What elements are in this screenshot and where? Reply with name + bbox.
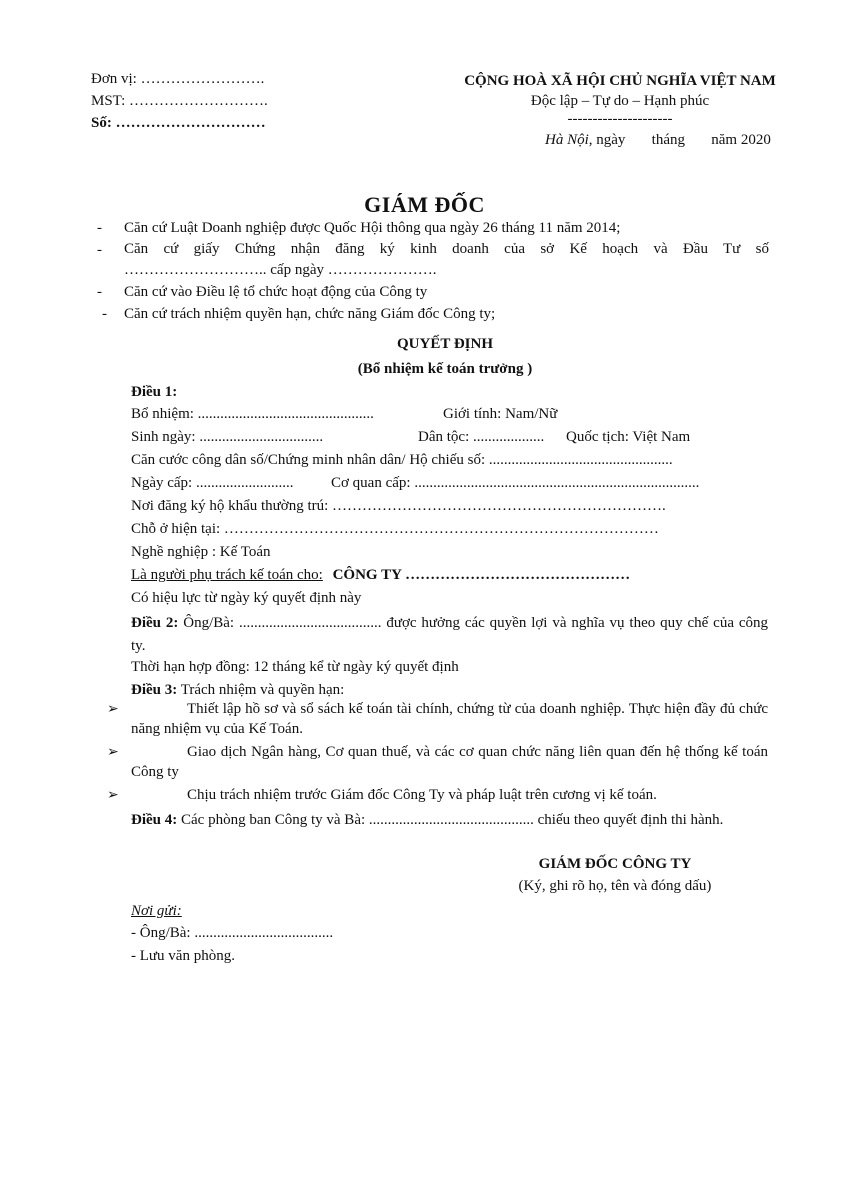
responsible-line bbox=[131, 566, 630, 584]
article-2-text: Ông/Bà: ...................................... được hưởng các quyền lợi và nghĩa vụ theo quy chế của công ty. bbox=[131, 615, 769, 654]
basis-dash: - bbox=[102, 306, 107, 322]
basis-dash: - bbox=[97, 242, 102, 258]
arrow-bullet-icon: ➢ bbox=[107, 702, 119, 717]
decision-subheading: (Bổ nhiệm kế toán trưởng ) bbox=[357, 361, 533, 377]
article-1-label: Điều 1: bbox=[131, 384, 178, 400]
recipient-item: - Lưu văn phòng. bbox=[131, 948, 235, 964]
signature-note: (Ký, ghi rõ họ, tên và đóng dấu) bbox=[518, 878, 712, 894]
duty-item: Thiết lập hồ sơ và sổ sách kế toán tài chính, chứng từ của doanh nghiệp. Thực hiện đầy đủ chức năng nhiệm vụ của Kế Toán. bbox=[131, 701, 768, 737]
article-3-label: Điều 3: bbox=[131, 682, 178, 698]
document-number-line: Số: ………………………… bbox=[91, 115, 266, 131]
unit-line: Đơn vị: ……………………. bbox=[91, 71, 265, 87]
article-4-label: Điều 4: bbox=[131, 812, 178, 828]
date-rest: , ngày tháng năm 2020 bbox=[588, 132, 771, 148]
arrow-bullet-icon: ➢ bbox=[107, 788, 119, 803]
date-line bbox=[545, 131, 771, 149]
issuer-field: Cơ quan cấp: ............................................................................ bbox=[331, 475, 700, 491]
basis-dash: - bbox=[97, 284, 102, 300]
date-city: Hà Nội bbox=[545, 132, 589, 148]
signature-title: GIÁM ĐỐC CÔNG TY bbox=[538, 856, 692, 872]
basis-dash: - bbox=[97, 220, 102, 236]
company-name: CÔNG TY ……………………………………… bbox=[332, 567, 631, 583]
basis-text: Căn cứ vào Điều lệ tổ chức hoạt động của Công ty bbox=[124, 284, 428, 300]
recipients-label: Nơi gửi: bbox=[131, 903, 182, 919]
current-address-field: Chỗ ở hiện tại: …………………………………………………………………………… bbox=[131, 521, 659, 537]
gender-field: Giới tính: Nam/Nữ bbox=[443, 406, 558, 422]
article-2-label: Điều 2: bbox=[131, 615, 179, 631]
article-4-text: Các phòng ban Công ty và Bà: ............................................ chiếu theo quyết định thi hành. bbox=[181, 812, 724, 828]
duty-item: Chịu trách nhiệm trước Giám đốc Công Ty và pháp luật trên cương vị kế toán. bbox=[187, 787, 657, 803]
residence-field: Nơi đăng ký hộ khẩu thường trú: …………………………………………………………. bbox=[131, 498, 666, 514]
decision-heading: QUYẾT ĐỊNH bbox=[397, 336, 493, 352]
basis-text-continued: ……………………….. cấp ngày …………………. bbox=[124, 262, 437, 278]
tax-code-line: MST: ………………………. bbox=[91, 93, 268, 109]
appointee-name-field: Bổ nhiệm: ............................................... bbox=[131, 406, 374, 422]
basis-text: Căn cứ Luật Doanh nghiệp được Quốc Hội thông qua ngày 26 tháng 11 năm 2014; bbox=[124, 220, 621, 236]
article-4-paragraph bbox=[131, 809, 768, 832]
motto: Độc lập – Tự do – Hạnh phúc bbox=[530, 93, 710, 109]
basis-text: Căn cứ giấy Chứng nhận đăng ký kinh doanh của sở Kế hoạch và Đầu Tư số bbox=[124, 241, 769, 257]
id-number-field: Căn cước công dân số/Chứng minh nhân dân/ Hộ chiếu số: ................................................. bbox=[131, 452, 673, 468]
responsible-label: Là người phụ trách kế toán cho: bbox=[131, 567, 323, 583]
contract-term-line: Thời hạn hợp đồng: 12 tháng kể từ ngày ký quyết định bbox=[131, 659, 459, 675]
ethnicity-field: Dân tộc: ................... bbox=[418, 429, 545, 445]
nationality-field: Quốc tịch: Việt Nam bbox=[566, 429, 691, 445]
article-3-intro: Trách nhiệm và quyền hạn: bbox=[180, 682, 345, 698]
article-3-heading bbox=[131, 681, 344, 699]
nation-heading: CỘNG HOÀ XÃ HỘI CHỦ NGHĨA VIỆT NAM bbox=[464, 73, 776, 89]
issue-date-field: Ngày cấp: .......................... bbox=[131, 475, 294, 491]
motto-separator: --------------------- bbox=[567, 111, 673, 127]
occupation-line: Nghề nghiệp : Kế Toán bbox=[131, 544, 271, 560]
document-title: GIÁM ĐỐC bbox=[364, 192, 485, 217]
basis-text: Căn cứ trách nhiệm quyền hạn, chức năng Giám đốc Công ty; bbox=[124, 306, 496, 322]
article-2-paragraph bbox=[131, 612, 768, 658]
recipient-item: - Ông/Bà: ..................................... bbox=[131, 925, 334, 941]
effective-line: Có hiệu lực từ ngày ký quyết định này bbox=[131, 590, 362, 606]
duty-item: Giao dịch Ngân hàng, Cơ quan thuế, và các cơ quan chức năng liên quan đến hệ thống kế toán Công ty bbox=[131, 744, 768, 780]
date-of-birth-field: Sinh ngày: ................................. bbox=[131, 429, 324, 445]
arrow-bullet-icon: ➢ bbox=[107, 745, 119, 760]
